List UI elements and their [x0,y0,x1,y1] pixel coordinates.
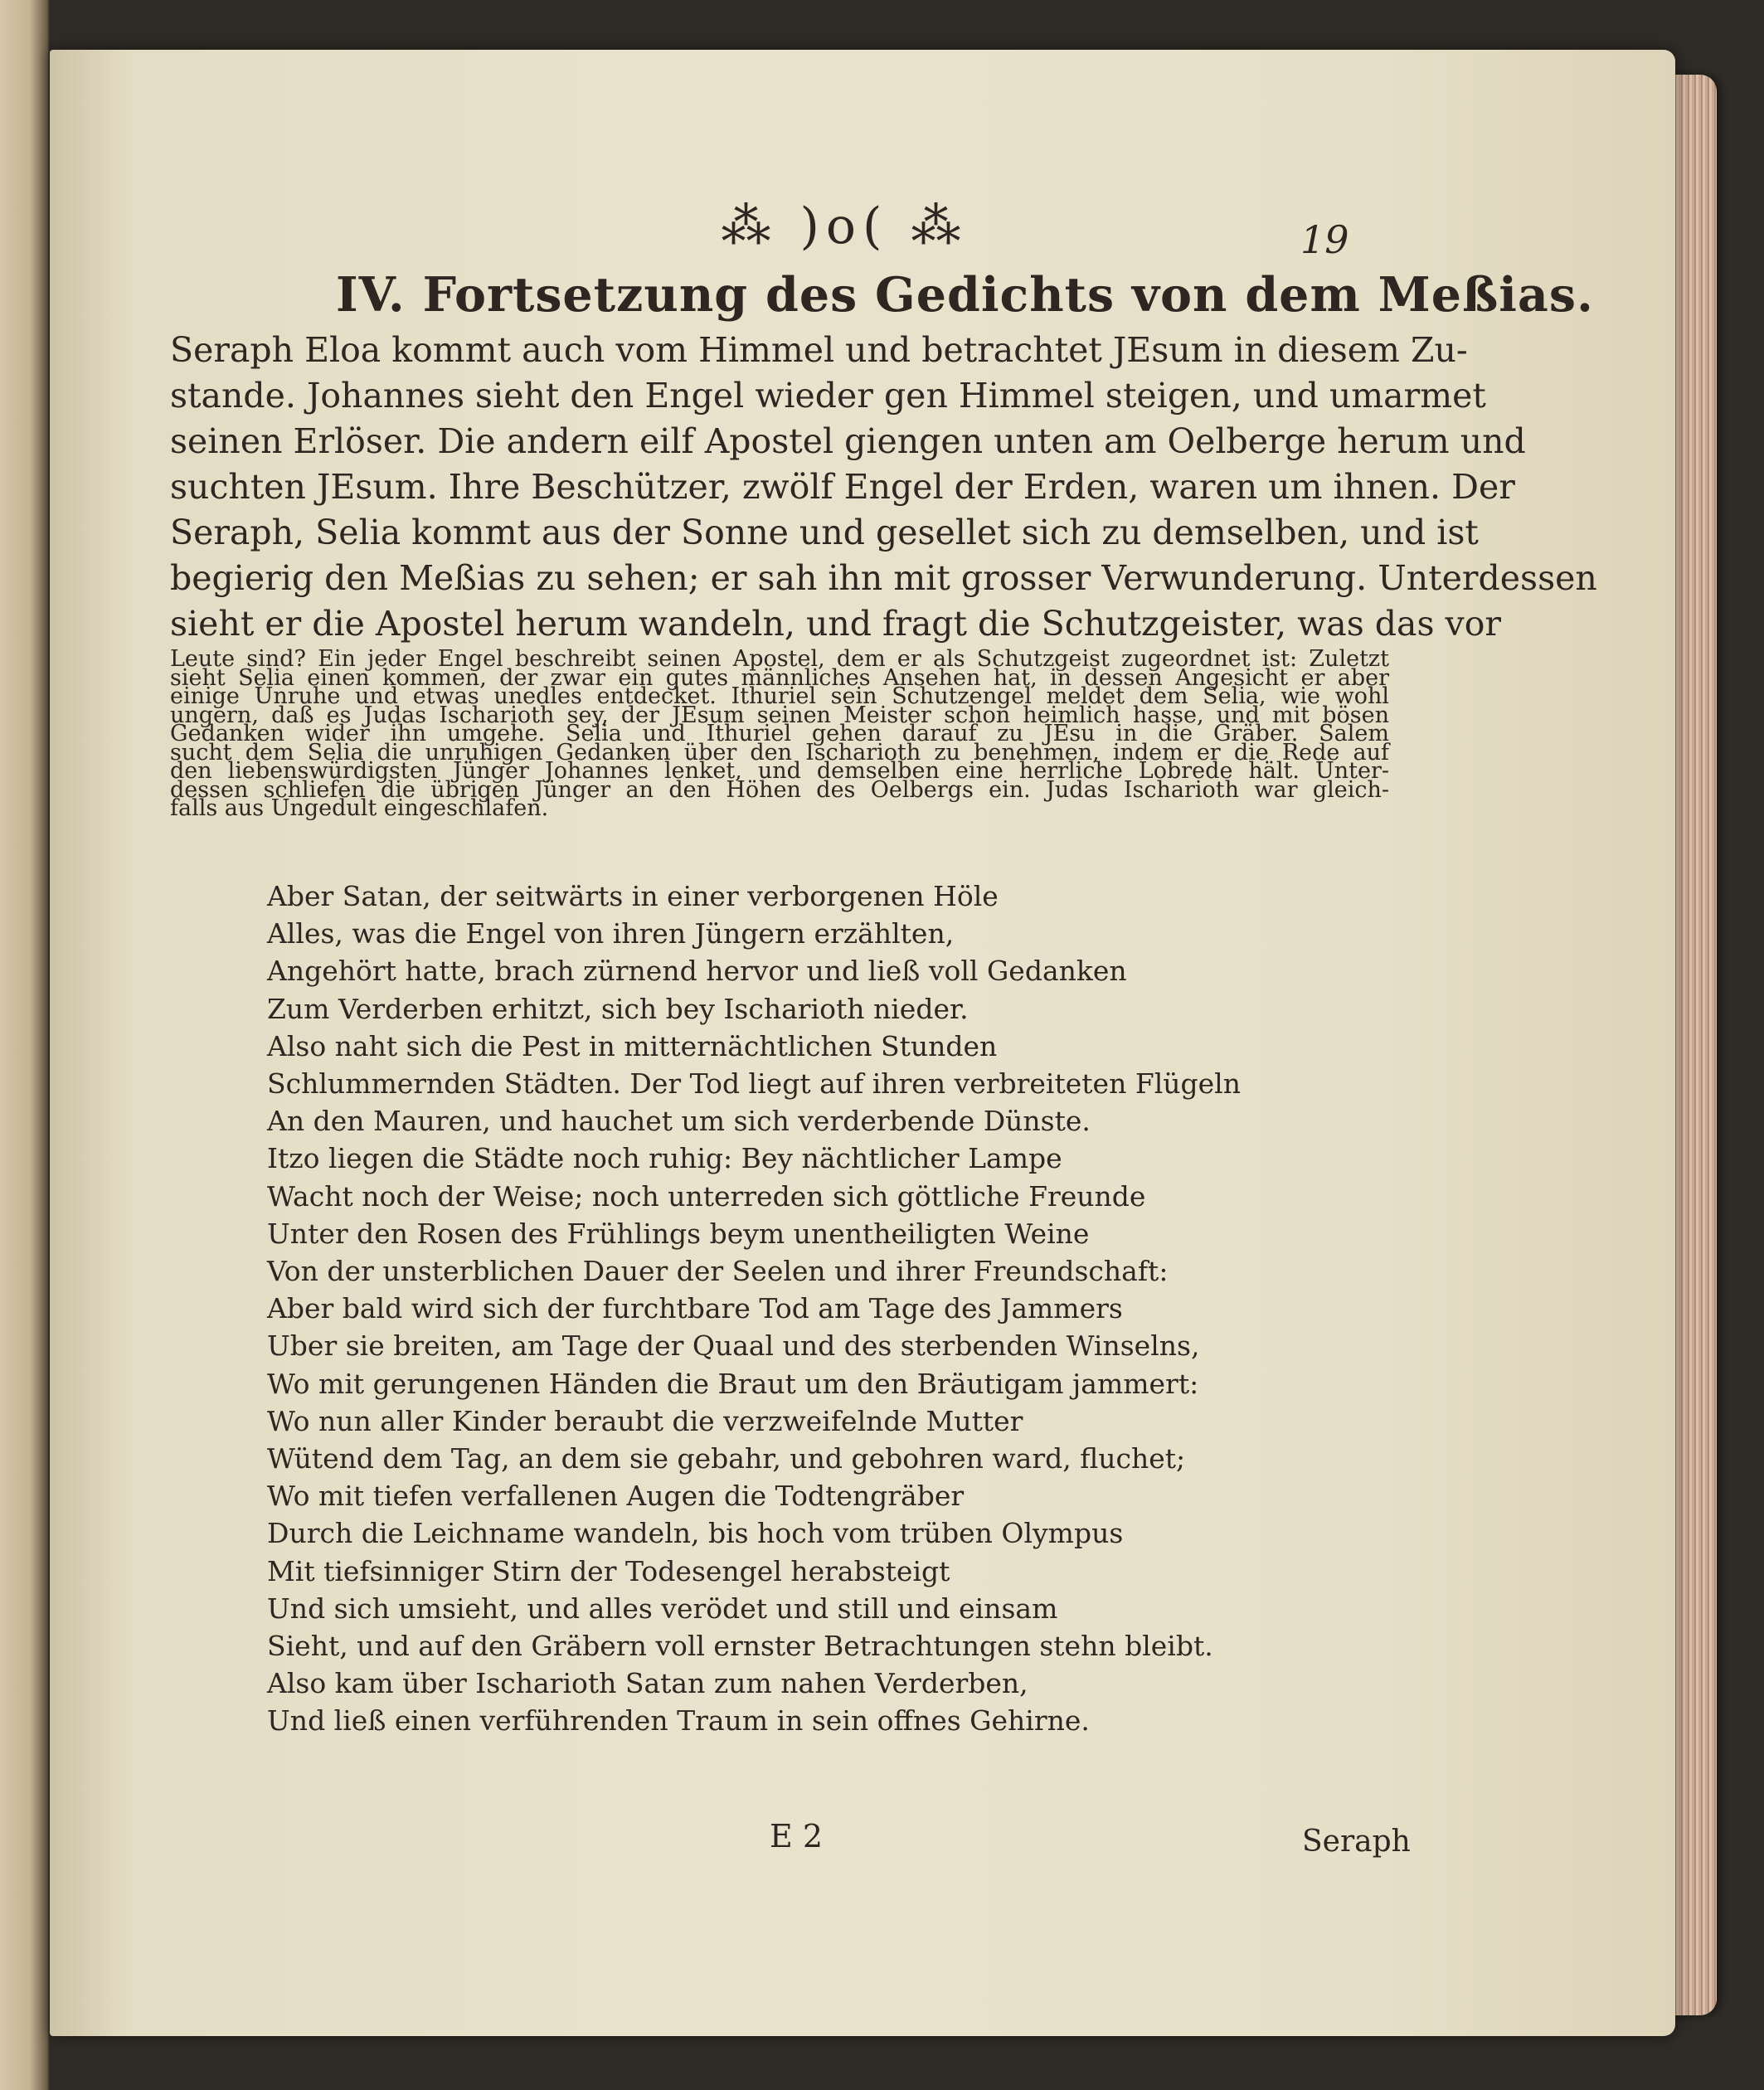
verse-line: Durch die Leichname wandeln, bis hoch vom trüben Olympus [267,1517,1124,1550]
verse-line: Also kam über Ischarioth Satan zum nahen Verderben, [267,1667,1028,1700]
verse-line: Wütend dem Tag, an dem sie gebahr, und gebohren ward, fluchet; [267,1442,1186,1475]
summary-line: dessen schliefen die übrigen Jünger an den Höhen des Oelbergs ein. Judas Ischarioth war gleich- [170,776,1389,803]
summary-line: sieht er die Apostel herum wandeln, und fragt die Schutzgeister, was das vor [170,604,1502,644]
verse-line: Wacht noch der Weise; noch unterreden sich göttliche Freunde [267,1179,1146,1213]
signature-mark: E 2 [770,1818,823,1854]
summary-line: Leute sind? Ein jeder Engel beschreibt seinen Apostel, dem er als Schutzgeist zugeordnet ist: Zuletzt [170,646,1389,672]
summary-line: den liebenswürdigsten Jünger Johannes lenket, und demselben eine herrliche Lobrede hält. Unter- [170,758,1389,784]
summary-line: suchten JEsum. Ihre Beschützer, zwölf Engel der Erden, waren um ihnen. Der [170,467,1515,507]
summary-line: stande. Johannes sieht den Engel wieder gen Himmel steigen, und umarmet [170,376,1486,416]
poem-verses [267,877,1241,1740]
summary-line: Seraph Eloa kommt auch vom Himmel und betrachtet JEsum in diesem Zu- [170,330,1468,370]
verse-line: Und sich umsieht, und alles verödet und still und einsam [267,1592,1058,1625]
chapter-summary [170,328,1597,821]
verse-line: Itzo liegen die Städte noch ruhig: Bey nächtlicher Lampe [267,1142,1062,1175]
verse-line: An den Mauren, und hauchet um sich verderbende Dünste. [267,1105,1091,1138]
chapter-title: IV. Fortsetzung des Gedichts von dem Meßias. [336,267,1594,323]
verse-line: Uber sie breiten, am Tage der Quaal und des sterbenden Winselns, [267,1329,1200,1363]
summary-line: sucht dem Selia die unruhigen Gedanken über den Ischarioth zu benehmen, indem er die Rede auf [170,739,1389,766]
left-page-edge [0,0,50,2090]
verse-line: Sieht, und auf den Gräbern voll ernster Betrachtungen stehn bleibt. [267,1630,1213,1663]
catchword: Seraph [1302,1825,1411,1859]
summary-line: sieht Selia einen kommen, der zwar ein gutes männliches Ansehen hat, in dessen Angesicht er aber [170,664,1389,691]
verse-line: Wo nun aller Kinder beraubt die verzweifelnde Mutter [267,1404,1023,1437]
summary-line: ungern, daß es Judas Ischarioth sey, der JEsum seinen Meister schon heimlich hasse, und mit bösen [170,702,1389,728]
verse-line: Mit tiefsinniger Stirn der Todesengel herabsteigt [267,1554,950,1587]
verse-line: Von der unsterblichen Dauer der Seelen und ihrer Freundschaft: [267,1255,1169,1288]
verse-line: Aber bald wird sich der furchtbare Tod am Tage des Jammers [267,1292,1123,1325]
verse-line: Aber Satan, der seitwärts in einer verborgenen Höle [267,880,999,912]
summary-line: seinen Erlöser. Die andern eilf Apostel giengen unten am Oelberge herum und [170,421,1526,461]
summary-line: falls aus Ungedult eingeschlafen. [170,795,549,821]
summary-large-block [170,328,1597,647]
verse-line: Schlummernden Städten. Der Tod liegt auf ihren verbreiteten Flügeln [267,1067,1241,1101]
verse-line: Also naht sich die Pest in mitternächtlichen Stunden [267,1029,998,1062]
header-ornament: ⁂ )o( ⁂ [721,197,968,255]
verse-line: Unter den Rosen des Frühlings beym unentheiligten Weine [267,1217,1090,1250]
page-number: 19 [1300,217,1349,262]
verse-line: Angehört hatte, brach zürnend hervor und ließ voll Gedanken [267,955,1127,988]
verse-line: Wo mit tiefen verfallenen Augen die Todtengräber [267,1480,965,1513]
summary-line: begierig den Meßias zu sehen; er sah ihn mit grosser Verwunderung. Unterdessen [170,558,1597,598]
summary-line: einige Unruhe und etwas unedles entdecket. Ithuriel sein Schutzengel meldet dem Selia, wie wohl [170,683,1389,709]
verse-line: Zum Verderben erhitzt, sich bey Ischarioth nieder. [267,992,969,1025]
summary-small-block [170,646,1389,821]
summary-line: Gedanken wider ihn umgehe. Selia und Ithuriel gehen darauf zu JEsu in die Gräber. Salem [170,721,1389,746]
verse-line: Alles, was die Engel von ihren Jüngern erzählten, [267,917,955,950]
summary-line: Seraph, Selia kommt aus der Sonne und gesellet sich zu demselben, und ist [170,513,1479,552]
verse-line: Wo mit gerungenen Händen die Braut um den Bräutigam jammert: [267,1367,1199,1400]
verse-line: Und ließ einen verführenden Traum in sein offnes Gehirne. [267,1704,1090,1738]
